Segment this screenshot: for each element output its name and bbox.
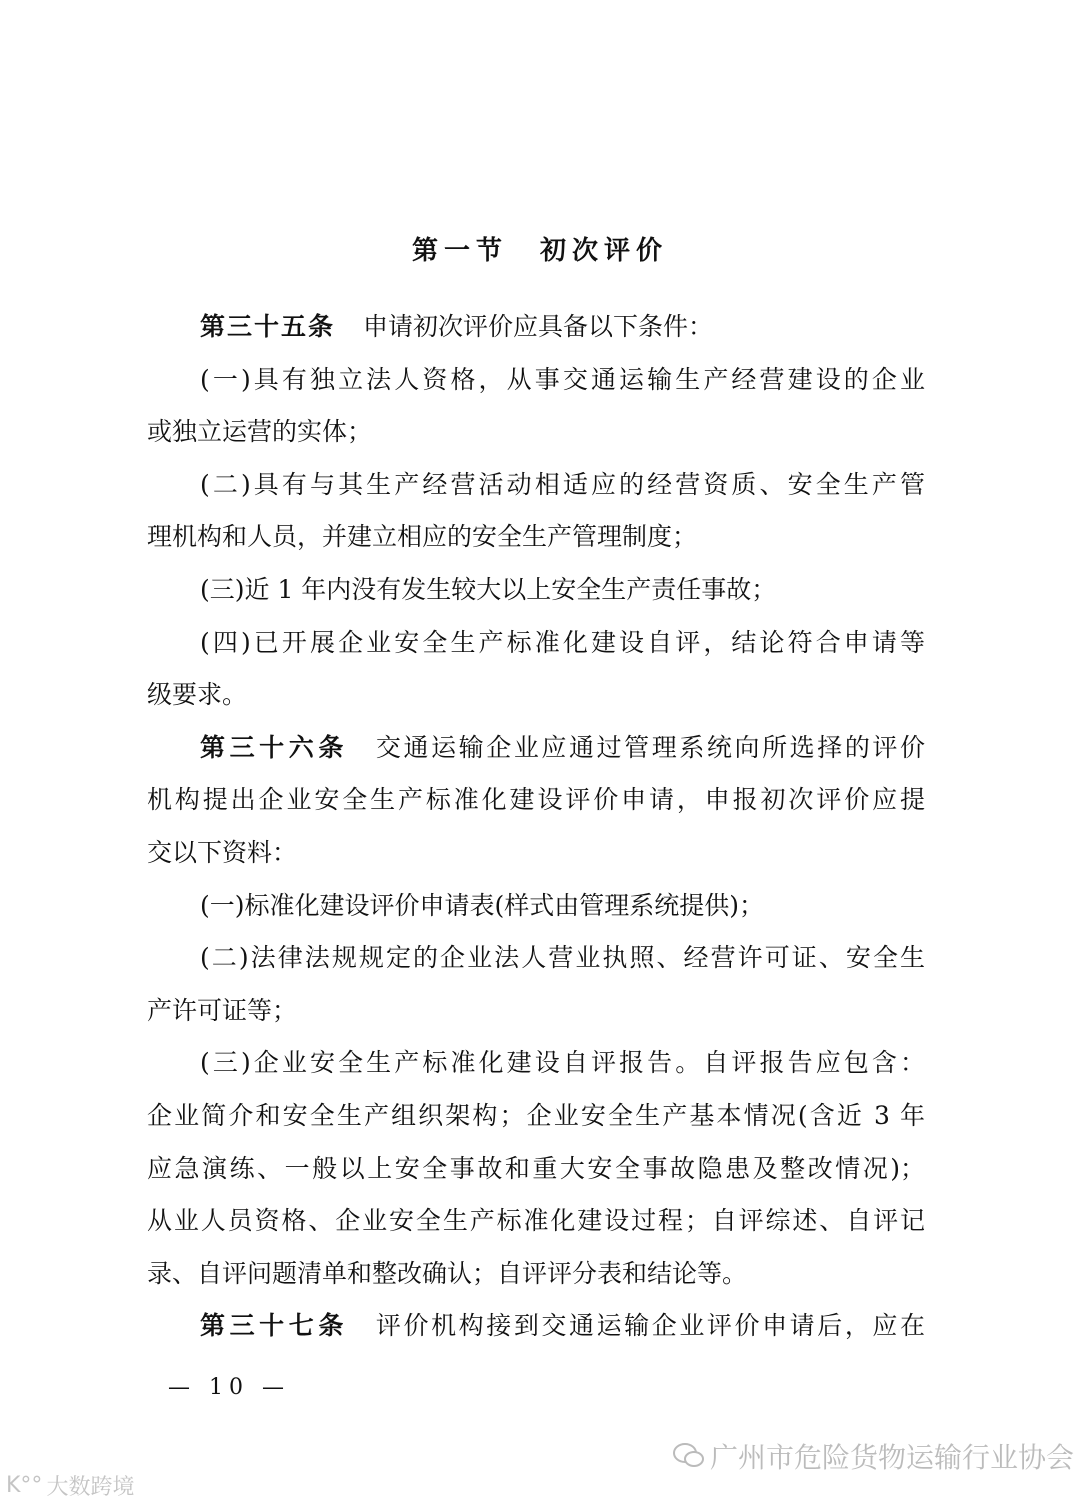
line-text: 评价机构接到交通运输企业评价申请后，应在 (375, 1311, 925, 1341)
article-number: 第三十六条 (200, 732, 348, 762)
line-text: 录、自评问题清单和整改确认；自评评分表和结论等。 (147, 1258, 748, 1288)
line-text: 从业人员资格、企业安全生产标准化建设过程；自评综述、自评记 (147, 1206, 925, 1236)
article-number: 第三十五条 (200, 312, 336, 341)
line-text: 企业简介和安全生产组织架构；企业安全生产基本情况(含近 3 年 (147, 1101, 925, 1130)
text-line (147, 520, 925, 554)
text-line (147, 1204, 925, 1238)
line-text: 理机构和人员，并建立相应的安全生产管理制度； (147, 522, 698, 552)
text-line (147, 415, 925, 449)
line-text: (二)具有与其生产经营活动相适应的经营资质、安全生产管 (200, 469, 925, 499)
watermark-left-text: 大数跨境 (46, 1475, 135, 1500)
watermark-brand (6, 1470, 134, 1501)
text-line (200, 1046, 925, 1080)
line-text: (一)标准化建设评价申请表(样式由管理系统提供)； (200, 890, 765, 920)
line-text: 产许可证等； (147, 995, 298, 1025)
text-line (147, 783, 925, 817)
text-line (200, 889, 925, 923)
wechat-icon (672, 1441, 706, 1471)
page-number: — 10 — (168, 1375, 290, 1400)
text-line (200, 468, 925, 502)
text-line (147, 1257, 925, 1291)
text-line (200, 573, 925, 607)
line-text: 交通运输企业应通过管理系统向所选择的评价 (375, 732, 925, 762)
line-text: 机构提出企业安全生产标准化建设评价申请，申报初次评价应提 (147, 785, 925, 815)
section-title: 第一节 初次评价 (411, 236, 668, 266)
text-line (147, 994, 925, 1028)
text-line (200, 731, 925, 765)
watermark-right-text: 广州市危险货物运输行业协会 (710, 1441, 1075, 1474)
line-text: (二)法律法规规定的企业法人营业执照、经营许可证、安全生 (200, 943, 925, 973)
watermark-wechat (672, 1436, 1074, 1476)
line-text: 交以下资料： (147, 838, 298, 867)
text-line (200, 1309, 925, 1343)
line-text: (三)近 1 年内没有发生较大以上安全生产责任事故； (200, 575, 777, 604)
text-line (200, 310, 925, 344)
article-number: 第三十七条 (200, 1311, 348, 1341)
line-text: (一)具有独立法人资格，从事交通运输生产经营建设的企业 (200, 364, 925, 394)
line-text: 应急演练、一般以上安全事故和重大安全事故隐患及整改情况)； (147, 1153, 925, 1183)
text-line (147, 836, 925, 870)
line-text: (三)企业安全生产标准化建设自评报告。自评报告应包含： (200, 1048, 925, 1078)
text-line (200, 626, 925, 660)
line-text: 级要求。 (147, 680, 248, 710)
brand-logo-icon: K°° (6, 1473, 43, 1498)
text-line (147, 678, 925, 712)
line-text: (四)已开展企业安全生产标准化建设自评，结论符合申请等 (200, 627, 925, 657)
text-line (200, 941, 925, 975)
text-line (147, 1099, 925, 1133)
line-text: 申请初次评价应具备以下条件： (363, 312, 714, 341)
text-line (200, 363, 925, 397)
text-line (147, 1152, 925, 1186)
line-text: 或独立运营的实体； (147, 417, 373, 447)
